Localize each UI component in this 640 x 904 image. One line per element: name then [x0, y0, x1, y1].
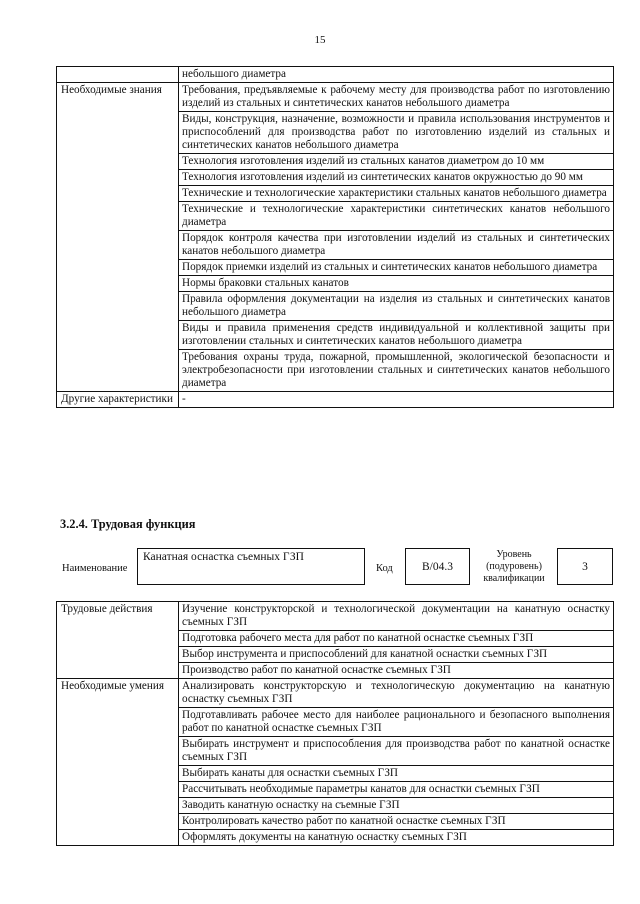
table-row: [57, 679, 614, 708]
table-row: [57, 392, 614, 408]
row-cell: Технология изготовления изделий из синтетических канатов окружностью до 90 мм: [179, 170, 614, 186]
row-cell: Производство работ по канатной оснастке съемных ГЗП: [179, 663, 614, 679]
row-cell: Выбор инструмента и приспособлений для канатной оснастки съемных ГЗП: [179, 647, 614, 663]
row-cell: Технические и технологические характеристики стальных канатов небольшого диаметра: [179, 186, 614, 202]
row-cell: Технология изготовления изделий из стальных канатов диаметром до 10 мм: [179, 154, 614, 170]
table-row: [57, 83, 614, 112]
table-row: [57, 602, 614, 631]
row-cell: Технические и технологические характеристики синтетических канатов небольшого диаметра: [179, 202, 614, 231]
section-title: 3.2.4. Трудовая функция: [60, 517, 196, 531]
row-cell: Выбирать инструмент и приспособления для производства работ по канатной оснастке съемных ГЗП: [179, 737, 614, 766]
row-cell: Анализировать конструкторскую и технологическую документацию на канатную оснастку съемных ГЗП: [179, 679, 614, 708]
row-cell: Порядок контроля качества при изготовлении изделий из стальных и синтетических канатов небольшого диаметра: [179, 231, 614, 260]
name-label: Наименование: [62, 563, 128, 574]
row-label: Необходимые знания: [57, 83, 179, 392]
level-label: Уровень (подуровень) квалификации: [483, 549, 545, 584]
level-value: 3: [582, 560, 588, 573]
table-row: [57, 67, 614, 83]
row-label: Другие характеристики: [57, 392, 179, 408]
row-cell: Правила оформления документации на изделия из стальных и синтетических канатов небольшого диаметра: [179, 292, 614, 321]
row-label: [57, 67, 179, 83]
row-cell: Нормы браковки стальных канатов: [179, 276, 614, 292]
row-cell: Виды, конструкция, назначение, возможности и правила использования инструментов и приспособлений для производства работ по изготовлению изделий из стальных и синтетических канатов небольшого диаметра: [179, 112, 614, 154]
page-number: 15: [314, 34, 326, 46]
level-value-box: [557, 548, 613, 585]
row-cell: Порядок приемки изделий из стальных и синтетических канатов небольшого диаметра: [179, 260, 614, 276]
row-cell: Оформлять документы на канатную оснастку съемных ГЗП: [179, 830, 614, 846]
code-value: B/04.3: [422, 560, 453, 573]
row-cell: Требования, предъявляемые к рабочему месту для производства работ по изготовлению изделий из стальных и синтетических канатов небольшого диаметра: [179, 83, 614, 112]
row-cell: небольшого диаметра: [179, 67, 614, 83]
name-value: Канатная оснастка съемных ГЗП: [143, 551, 304, 563]
row-cell: Подготовка рабочего места для работ по канатной оснастке съемных ГЗП: [179, 631, 614, 647]
code-value-box: [405, 548, 470, 585]
row-cell: Подготавливать рабочее место для наиболее рационального и безопасного выполнения работ по канатной оснастке съемных ГЗП: [179, 708, 614, 737]
row-cell: -: [179, 392, 614, 408]
row-label: Необходимые умения: [57, 679, 179, 846]
row-cell: Изучение конструкторской и технологической документации на канатную оснастку съемных ГЗП: [179, 602, 614, 631]
code-label: Код: [376, 563, 393, 574]
row-cell: Выбирать канаты для оснастки съемных ГЗП: [179, 766, 614, 782]
name-value-box: [137, 548, 365, 585]
row-cell: Рассчитывать необходимые параметры канатов для оснастки съемных ГЗП: [179, 782, 614, 798]
row-cell: Контролировать качество работ по канатной оснастке съемных ГЗП: [179, 814, 614, 830]
row-cell: Заводить канатную оснастку на съемные ГЗП: [179, 798, 614, 814]
row-label: Трудовые действия: [57, 602, 179, 679]
row-cell: Виды и правила применения средств индивидуальной и коллективной защиты при изготовлении стальных и синтетических канатов небольшого диаметра: [179, 321, 614, 350]
row-cell: Требования охраны труда, пожарной, промышленной, экологической безопасности и электробезопасности при изготовлении стальных и синтетических канатов небольшого диаметра: [179, 350, 614, 392]
actions-table: [56, 601, 614, 846]
knowledge-table: [56, 66, 614, 408]
